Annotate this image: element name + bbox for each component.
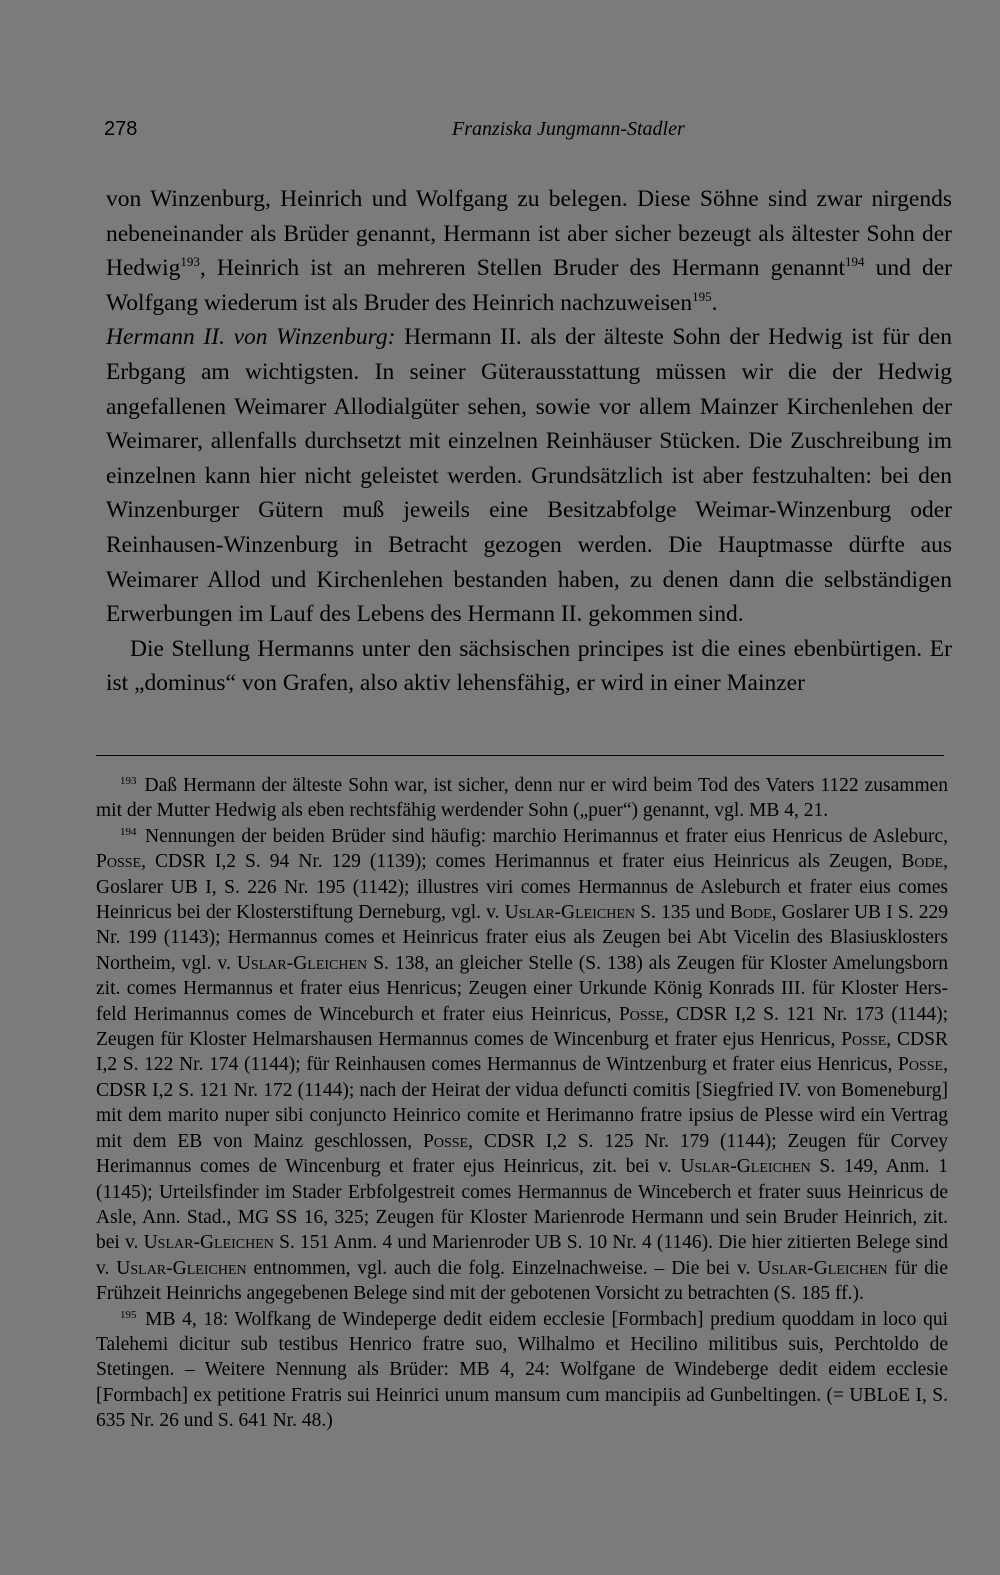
author-name: Posse xyxy=(898,1054,944,1076)
section-lead: Hermann II. von Winzenburg: xyxy=(106,324,396,351)
author-name: Uslar-Gleichen xyxy=(757,1257,888,1279)
footnote-number: 193 xyxy=(120,775,137,787)
author-name: Bode xyxy=(729,902,772,924)
footnote-reference[interactable]: 193 xyxy=(180,254,200,270)
author-name: Bode xyxy=(901,851,944,873)
text-run: Hermann II. als der älteste Sohn der Hedwig ist für den Erbgang am wichtigsten. In seiner Güterausstattung müssen wir die der Hedwig angefallenen Weimarer Allodialgüter sehen, sowie vor allem Mainzer Kirchenlehen der Weimarer, allenfalls durchsetzt mit einzelnen Reinhäuser Stücken. Die Zuschreibung im einzelnen kann hier nicht geleistet werden. Grundsätzlich ist aber festzuhalten: bei den Winzenburger Gütern muß jeweils eine Besitzabfolge Weimar-Winzenburg oder Reinhausen-Winzenburg in Betracht gezogen werden. Die Hauptmasse dürfte aus Weimarer Allod und Kirchenlehen bestanden haben, zu denen dann die selbständigen Erwerbungen im Lauf des Lebens des Hermann II. gekommen sind. xyxy=(106,324,952,628)
paragraph xyxy=(106,182,952,320)
author-name: Uslar-Gleichen xyxy=(236,952,368,974)
footnote-number: 195 xyxy=(120,1308,137,1321)
author-name: Posse xyxy=(841,1029,887,1051)
text-run: , CDSR I,2 S. 122 Nr. 174 (1144); für Reinhausen comes Hermannus de Wintzenburg et frater eius Henricus, xyxy=(96,1029,948,1076)
paragraph xyxy=(106,320,952,631)
text-run: von Winzenburg, Heinrich und Wolfgang zu belegen. Diese Söhne sind zwar nirgends nebeneinander als Brüder genannt, Hermann ist aber sicher bezeugt als ältester Sohn der Hedwig xyxy=(106,186,952,282)
footnote-text: MB 4, 18: Wolfkang de Windeperge dedit eidem ecclesie [Formbach] predium quoddam in loco qui Talehemi dicitur sub testibus Henrico fratre suo, Wilhalmo et Hecilino militibus suis, Perchtoldo de Stetingen. – Weitere Nennung als Brüder: MB 4, 24: Wolfgane de Windeberge dedit eidem ecclesie [Formbach] ex petitione Fratris sui Heinrici unum mansum cum mancipiis ad Gunbeltingen. (= UBLoE I, S. 635 Nr. 26 und S. 641 Nr. 48.) xyxy=(96,1308,948,1432)
author-name: Posse xyxy=(96,851,142,873)
text-run: S. 135 und xyxy=(635,902,730,924)
text-run: Nennungen der beiden Brüder sind häufig: marchio Herimannus et frater eius Henricus de Asleburc, xyxy=(145,825,948,847)
author-name: Uslar-Gleichen xyxy=(143,1232,274,1254)
text-run: , Goslarer UB I, S. 226 Nr. 195 (1142); illustres viri comes Hermannus de Asleburch et frater eius comes Heinricus bei der Klosterstiftung Derneburg, vgl. v. xyxy=(96,851,948,924)
footnote-reference[interactable]: 194 xyxy=(844,254,865,270)
author-name: Uslar-Gleichen xyxy=(680,1156,811,1178)
author-name: Posse xyxy=(618,1003,665,1025)
text-run: , CDSR I,2 S. 121 Nr. 173 (1144); Zeugen für Kloster Helmarshausen Hermannus comes de Wincenburg et frater ejus Henricus, xyxy=(96,1003,949,1051)
text-run: , CDSR I,2 S. 94 Nr. 129 (1139); comes Herimannus et frater eius Heinricus als Zeugen, xyxy=(141,851,902,873)
footnote-195 xyxy=(96,1307,948,1434)
main-text xyxy=(106,182,952,701)
text-run: entnommen, vgl. auch die folg. Einzelnachweise. – Die bei v. xyxy=(246,1257,758,1279)
running-header-author: Franziska Jungmann-Stadler xyxy=(452,118,685,140)
text-run: für die Frühzeit Heinrichs angegebenen Belege sind mit der gebotenen Vorsicht zu betrachten (S. 185 ff.). xyxy=(96,1257,948,1305)
text-run: S. 149, Anm. 1 (1145); Urteilsfinder im Stader Erbfolgestreit comes Hermannus de Winceberch et frater suus Heinricus de Asle, Ann. Stad., MG SS 16, 325; Zeugen für Kloster Marienrode Hermann und sein Bruder Heinrich, zit. bei v. xyxy=(96,1156,948,1254)
text-run: , CDSR I,2 S. 125 Nr. 179 (1144); Zeugen für Corvey Herimannus comes de Wincenburg et frater ejus Heinricus, zit. bei v. xyxy=(96,1130,948,1178)
footnote-text: Daß Hermann der älteste Sohn war, ist sicher, denn nur er wird beim Tod des Vaters 1122 zusammen mit der Mutter Hedwig als eben rechtsfähig werdender Sohn („puer“) genannt, vgl. MB 4, 21. xyxy=(96,775,949,822)
text-run: . xyxy=(711,289,718,316)
text-run: S. 138, an gleicher Stelle (S. 138) als Zeugen für Kloster Amelungsborn zit. comes Hermannus et frater eius Henricus; Zeugen einer Urkunde König Konrads III. für Kloster Hersfeld Herimannus comes de Winceburch et frater eius Heinricus, xyxy=(96,952,948,1025)
text-run: , Heinrich ist an mehreren Stellen Bruder des Hermann genannt xyxy=(199,255,845,282)
footnote-reference[interactable]: 195 xyxy=(692,288,712,304)
text-run: , Goslarer UB I S. 229 Nr. 199 (1143); Hermannus comes et Heinricus frater eius als Zeugen bei Abt Vicelin des Blasiusklosters Northeim, vgl. v. xyxy=(96,902,948,974)
author-name: Uslar-Gleichen xyxy=(116,1257,247,1279)
page-number: 278 xyxy=(104,118,138,140)
footnote-number: 194 xyxy=(120,825,137,838)
footnote-193 xyxy=(96,773,948,824)
paragraph: Die Stellung Hermanns unter den sächsischen principes ist die eines ebenbürtigen. Er ist „dominus“ von Grafen, also aktiv lehensfähig, er wird in einer Mainzer xyxy=(106,635,952,697)
author-name: Uslar-Gleichen xyxy=(504,902,635,924)
footnotes xyxy=(96,773,948,1434)
text-run: und der Wolfgang wiederum ist als Bruder des Heinrich nachzuweisen xyxy=(106,255,952,316)
author-name: Posse xyxy=(423,1130,469,1152)
text-run: S. 151 Anm. 4 und Marienroder UB S. 10 Nr. 4 (1146). Die hier zitierten Belege sind v. xyxy=(96,1232,948,1279)
footnote-separator xyxy=(96,755,944,756)
text-run: , CDSR I,2 S. 121 Nr. 172 (1144); nach der Heirat der vidua defuncti comitis [Siegfried IV. von Bomeneburg] mit dem marito nuper sibi conjuncto Heinrico comite et Herimanno fratre ipsius de Plesse wird ein Vertrag mit dem EB von Mainz geschlossen, xyxy=(96,1054,948,1152)
footnote-194 xyxy=(96,824,948,1307)
